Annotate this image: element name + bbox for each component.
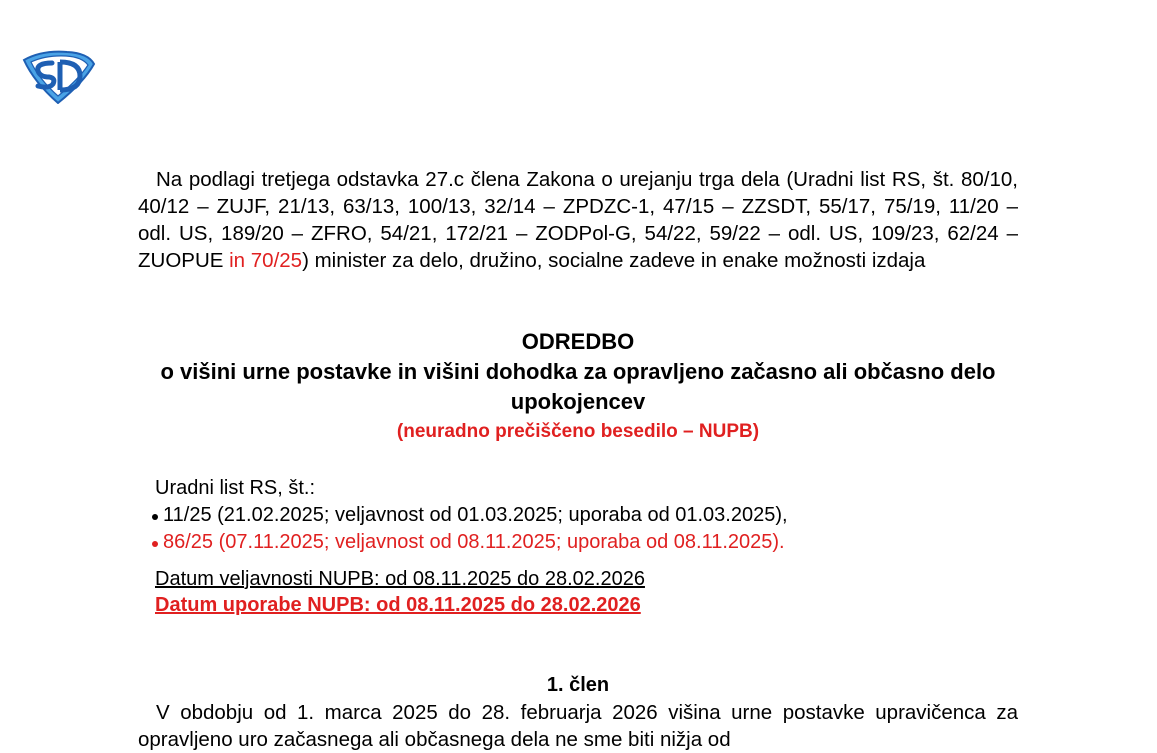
- uradni-list-items: [152, 502, 788, 556]
- uradni-list-item-text: 11/25 (21.02.2025; veljavnost od 01.03.2025; uporaba od 01.03.2025),: [163, 504, 788, 526]
- bullet-icon: [152, 541, 158, 547]
- article-1-text: V obdobju od 1. marca 2025 do 28. februarja 2026 višina urne postavke upravičenca za opravljeno uro začasnega ali občasnega dela ne sme biti nižja od: [138, 701, 1018, 751]
- datum-veljavnosti: Datum veljavnosti NUPB: od 08.11.2025 do 28.02.2026: [155, 568, 645, 590]
- nupb-note: (neuradno prečiščeno besedilo – NUPB): [396, 421, 760, 442]
- intro-paragraph: [138, 166, 1018, 274]
- uradni-list-section: [155, 475, 791, 556]
- sd-logo-icon: [22, 48, 96, 104]
- uradni-list-item: [152, 502, 788, 529]
- nupb-dates: [155, 566, 645, 618]
- bullet-icon: [152, 514, 158, 520]
- datum-uporabe: Datum uporabe NUPB: od 08.11.2025 do 28.02.2026: [155, 594, 641, 616]
- intro-text-end: ) minister za delo, družino, socialne zadeve in enake možnosti izdaja: [302, 249, 926, 272]
- intro-amendment-highlight: in 70/25: [229, 249, 303, 272]
- uradni-list-label: Uradni list RS, št.:: [155, 477, 316, 499]
- document-title-block: [138, 327, 1018, 447]
- document-subtitle: o višini urne postavke in višini dohodka za opravljeno začasno ali občasno delo upokojencev: [160, 359, 996, 414]
- intro-text: Na podlagi tretjega odstavka 27.c člena Zakona o urejanju trga dela (Uradni list RS, št. 80/10, 40/12 – ZUJF, 21/13, 63/13, 100/13, 32/14 – ZPDZC-1, 47/15 – ZZSDT, 55/17, 75/19, 11/20 – odl. US, 189/20 – ZFRO, 54/21, 172/21 – ZODPol-G, 54/22, 59/22 – odl. US, 109/23, 62/24 – ZUOPUE: [138, 168, 1018, 272]
- uradni-list-item-text: 86/25 (07.11.2025; veljavnost od 08.11.2025; uporaba od 08.11.2025).: [163, 531, 785, 553]
- document-title: ODREDBO: [521, 329, 635, 354]
- uradni-list-item: [152, 529, 788, 556]
- article-1-title: 1. člen: [546, 674, 610, 696]
